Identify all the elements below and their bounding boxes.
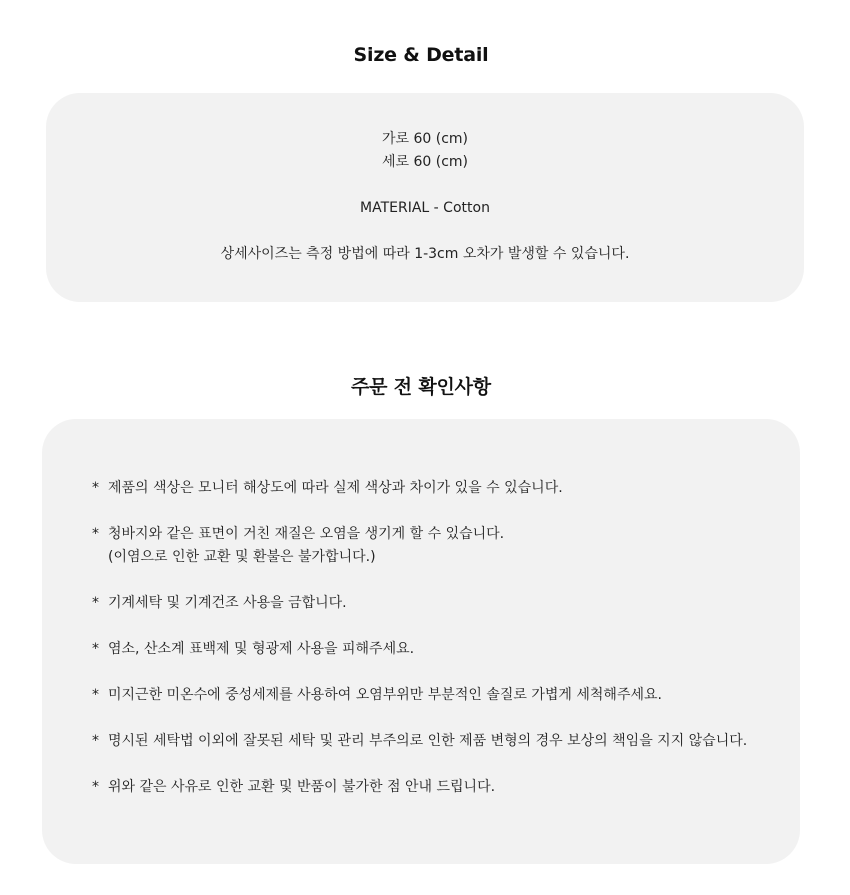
bullet-asterisk: * [92,733,99,749]
notice-item [91,684,791,707]
notice-text: 제품의 색상은 모니터 해상도에 따라 실제 색상과 차이가 있을 수 있습니다. [108,480,563,496]
height-line: 세로 60 (cm) [381,154,469,170]
order-notice-card [42,419,800,864]
bullet-asterisk: * [92,779,99,795]
bullet-asterisk: * [92,595,99,611]
notice-text: 위와 같은 사유로 인한 교환 및 반품이 불가한 점 안내 드립니다. [108,779,496,795]
material-line: MATERIAL - Cotton [360,200,490,216]
notice-text: 미지근한 미온수에 중성세제를 사용하여 오염부위만 부분적인 솔질로 가볍게 세척해주세요. [108,687,662,703]
size-detail-title: Size & Detail [353,44,489,66]
notice-text: 기계세탁 및 기계건조 사용을 금합니다. [108,595,347,611]
notice-list [91,477,791,822]
notice-subtext: (이염으로 인한 교환 및 환불은 불가합니다.) [108,549,376,565]
notice-item [91,638,791,661]
notice-text: 명시된 세탁법 이외에 잘못된 세탁 및 관리 부주의로 인한 제품 변형의 경우 보상의 책임을 지지 않습니다. [108,733,748,749]
width-line: 가로 60 (cm) [381,131,469,147]
bullet-asterisk: * [92,641,99,657]
size-detail-lines [46,128,804,266]
notice-text: 염소, 산소계 표백제 및 형광제 사용을 피해주세요. [108,641,415,657]
size-tolerance-note: 상세사이즈는 측정 방법에 따라 1-3cm 오차가 발생할 수 있습니다. [220,246,630,262]
spacer [46,174,804,197]
spacer [46,220,804,243]
notice-item [91,592,791,615]
order-notice-title: 주문 전 확인사항 [351,376,491,398]
notice-item [91,477,791,500]
notice-item [91,523,791,569]
notice-text: 청바지와 같은 표면이 거친 재질은 오염을 생기게 할 수 있습니다. [108,526,505,542]
notice-item [91,730,791,753]
bullet-asterisk: * [92,687,99,703]
bullet-asterisk: * [92,526,99,542]
size-detail-card [46,93,804,302]
notice-item [91,776,791,799]
bullet-asterisk: * [92,480,99,496]
